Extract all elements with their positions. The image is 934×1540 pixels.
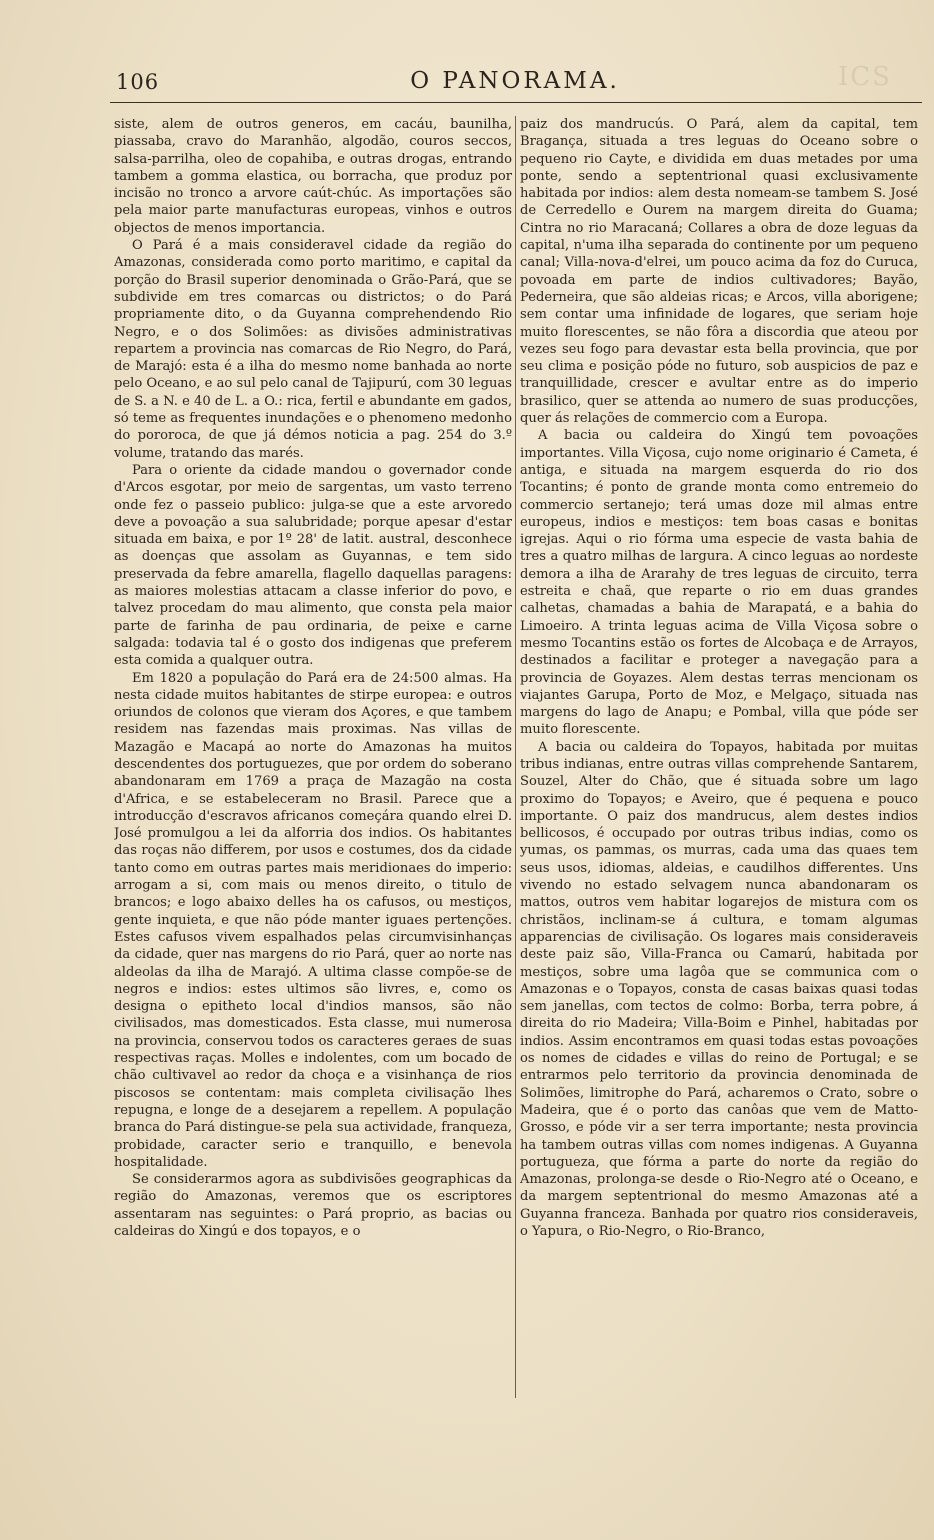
paragraph: Se considerarmos agora as subdivisões geographicas da região do Amazonas, veremos que os escriptores assentaram nas seguintes: o Pará proprio, as bacias ou caldeiras do Xingú e dos topayos, e o [114, 1172, 512, 1239]
paragraph: Em 1820 a população do Pará era de 24:500 almas. Ha nesta cidade muitos habitantes de stirpe europea: e outros oriundos de colonos que vieram dos Açores, e que tambem residem nas fazendas mais proximas. Nas villas de Mazagão e Macapá ao norte do Amazonas ha muitos descendentes dos portuguezes, que por ordem do soberano abandonaram em 1769 a praça de Mazagão na costa d'Africa, e se estabeleceram no Brasil. Parece que a introducção d'escravos africanos começára quando elrei D. José promulgou a lei da alforria dos indios. Os habitantes das roças não differem, por usos e costumes, dos da cidade tanto como em outras partes mais meridionaes do imperio: arrogam a si, com mais ou menos direito, o titulo de brancos; e logo abaixo delles ha os cafusos, ou mestiços, gente inquieta, e que não póde manter iguaes pertenções. Estes cafusos vivem espalhados pelas circumvisinhanças da cidade, quer nas margens do rio Pará, quer ao norte nas aldeolas da ilha de Marajó. A ultima classe compõe-se de negros e indios: estes ultimos são livres, e, como os designa o epitheto local d'indios mansos, são não civilisados, mas domesticados. Esta classe, mui numerosa na provincia, conservou todos os caracteres geraes de suas respectivas raças. Molles e indolentes, com um bocado de chão cultivavel ao redor da choça e a visinhança de rios piscosos se contentam: mais completa civilisação lhes repugna, e longe de a desejarem a repellem. A população branca do Pará distingue-se pela sua actividade, franqueza, probidade, caracter serio e tranquillo, e benevola hospitalidade. [114, 670, 512, 1170]
paragraph: paiz dos mandrucús. O Pará, alem da capital, tem Bragança, situada a tres leguas do Oceano sobre o pequeno rio Cayte, e dividida em duas metades por uma ponte, sendo a septentrional quasi exclusivamente habitada por indios: alem desta nomeam-se tambem S. José de Cerredello e Ourem na margem direita do Guama; Cintra no rio Maracaná; Collares a obra de doze leguas da capital, n'uma ilha separada do continente por um pequeno canal; Villa-nova-d'elrei, um pouco acima da foz do Curuca, povoada em parte de indios cultivadores; Bayão, Pederneira, que são aldeias ricas; e Arcos, villa aborigene; sem contar uma infinidade de logares, que seriam hoje muito florescentes, se não fôra a discordia que ateou por vezes seu fogo para devastar esta bella provincia, que por seu clima e posição póde no futuro, sob auspicios de paz e tranquillidade, crescer e avultar entre as do imperio brasilico, quer se attenda ao numero de suas producções, quer ás relações de commercio com a Europa. [520, 117, 918, 427]
page-number: 106 [116, 70, 160, 94]
column-divider [515, 116, 516, 1398]
paragraph: A bacia ou caldeira do Xingú tem povoações importantes. Villa Viçosa, cujo nome originario é Cameta, é antiga, e situada na margem esquerda do rio dos Tocantins; é ponto de grande monta como entremeio do commercio sertanejo; terá umas doze mil almas entre europeus, indios e mestiços: tem boas casas e bonitas igrejas. Aqui o rio fórma uma especie de vasta bahia de tres a quatro milhas de largura. A cinco leguas ao nordeste demora a ilha de Ararahy de tres leguas de circuito, terra estreita e chaã, que reparte o rio em duas grandes calhetas, chamadas a bahia de Marapatá, e a bahia do Limoeiro. A trinta leguas acima de Villa Viçosa sobre o mesmo Tocantins estão os fortes de Alcobaça e de Arrayos, destinados a facilitar e proteger a navegação para a provincia de Goyazes. Alem destas terras mencionam os viajantes Garupa, Porto de Moz, e Melgaço, situada nas margens do lago de Anapu; e Pombal, villa que póde ser muito florescente. [520, 428, 918, 738]
right-column [520, 116, 918, 1406]
running-head [110, 66, 920, 100]
bleed-through-mark: ICS [838, 62, 892, 92]
paragraph: O Pará é a mais consideravel cidade da região do Amazonas, considerada como porto maritimo, e capital da porção do Brasil superior denominada o Grão-Pará, que se subdivide em tres comarcas ou districtos; o do Pará propriamente dito, o da Guyanna comprehendendo Rio Negro, e o dos Solimões: as divisões administrativas repartem a provincia nas comarcas de Rio Negro, do Pará, de Marajó: esta é a ilha do mesmo nome banhada ao norte pelo Oceano, e ao sul pelo canal de Tajipurú, com 30 leguas de S. a N. e 40 de L. a O.: rica, fertil e abundante em gados, só teme as frequentes inundações e o phenomeno medonho do pororoca, de que já démos noticia a pag. 254 do 3.º volume, tratando das marés. [114, 238, 512, 461]
paragraph: Para o oriente da cidade mandou o governador conde d'Arcos esgotar, por meio de sargentas, um vasto terreno onde fez o passeio publico: julga-se que a este arvoredo deve a povoação a sua salubridade; porque apesar d'estar situada em baixa, e por 1º 28' de latit. austral, desconhece as doenças que assolam as Guyannas, e tem sido preservada da febre amarella, flagello daquellas paragens: as maiores molestias attacam a classe inferior do povo, e talvez procedam do mau alimento, que consta pela maior parte de farinha de pau ordinaria, de peixe e carne salgada: todavia tal é o gosto dos indigenas que preferem esta comida a qualquer outra. [114, 462, 512, 669]
paragraph: siste, alem de outros generos, em cacáu, baunilha, piassaba, cravo do Maranhão, algodão, couros seccos, salsa-parrilha, oleo de copahiba, e outras drogas, entrando tambem a gomma elastica, ou borracha, que produz por incisão no tronco a arvore caút-chúc. As importações são pela maior parte manufacturas europeas, vinhos e outros objectos de menos importancia. [114, 117, 512, 236]
header-rule [110, 102, 922, 103]
journal-title: O PANORAMA. [410, 68, 620, 94]
left-column [114, 116, 512, 1406]
paragraph: A bacia ou caldeira do Topayos, habitada por muitas tribus indianas, entre outras villas comprehende Santarem, Souzel, Alter do Chão, que é situada sobre um lago proximo do Topayos; e Aveiro, que é pequena e pouco importante. O paiz dos mandrucus, alem destes indios bellicosos, é occupado por outras tribus indias, como os yumas, os pammas, os murras, cada uma das quaes tem seus usos, idiomas, aldeias, e caudilhos differentes. Uns vivendo no estado selvagem nunca abandonaram os mattos, outros vem habitar logarejos de mistura com os christãos, inclinam-se á cultura, e tomam algumas apparencias de civilisação. Os logares mais consideraveis deste paiz são, Villa-Franca ou Camarú, habitada por mestiços, sobre uma lagôa que se communica com o Amazonas e o Topayos, consta de casas baixas quasi todas sem janellas, com tectos de colmo: Borba, terra pobre, á direita do rio Madeira; Villa-Boim e Pinhel, habitadas por indios. Assim encontramos em quasi todas estas povoações os nomes de cidades e villas do reino de Portugal; e se entrarmos pelo territorio da provincia denominada de Solimões, limitrophe do Pará, acharemos o Crato, sobre o Madeira, que é o porto das canôas que vem de Matto-Grosso, e póde vir a ser terra importante; nesta provincia ha tambem outras villas com nomes indigenas. A Guyanna portugueza, que fórma a parte do norte da região do Amazonas, prolonga-se desde o Rio-Negro até o Oceano, e da margem septentrional do mesmo Amazonas até a Guyanna franceza. Banhada por quatro rios consideraveis, o Yapura, o Rio-Negro, o Rio-Branco, [520, 739, 918, 1239]
